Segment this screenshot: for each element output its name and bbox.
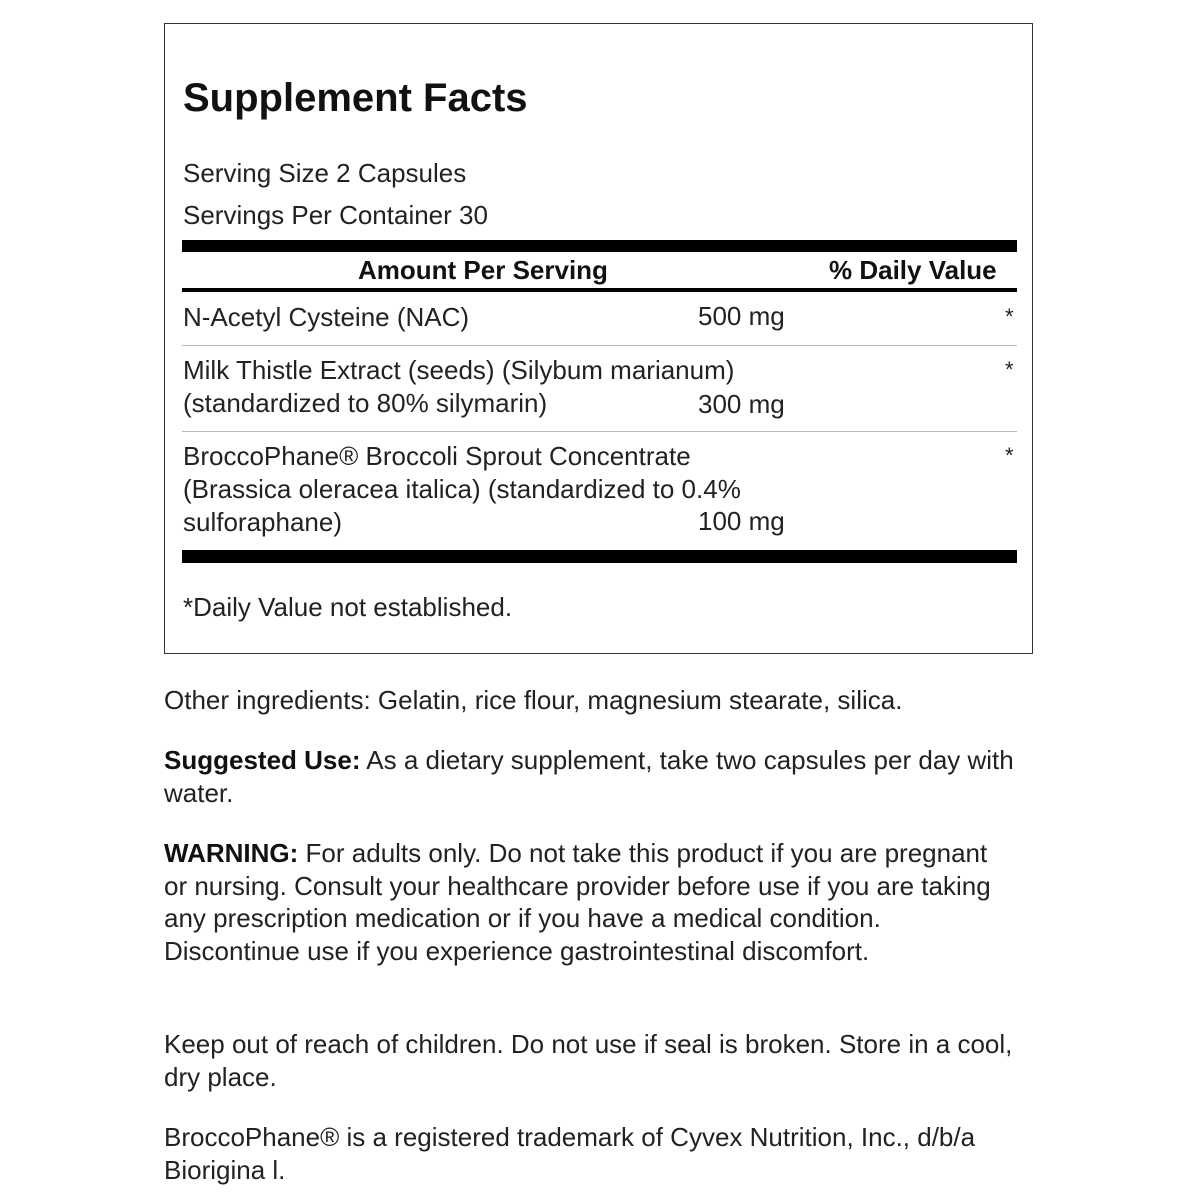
ingredient-name-nac [183,301,469,334]
row-divider [182,345,1017,346]
medium-divider [182,288,1017,292]
ingredient-name-broccophane [183,440,741,539]
ingredient-line: (standardized to 80% silymarin) [183,388,548,418]
warning-text: For adults only. Do not take this product if you are pregnant or nursing. Consult your healthcare provider before use if you are taking any prescription medication or if you have a medical condition. Discontinue use if you experience gastrointestinal discomfort. [164,838,991,966]
servings-per-container: Servings Per Container 30 [183,200,488,230]
trademark-notice: BroccoPhane® is a registered trademark of Cyvex Nutrition, Inc., d/b/a Biorigina l. [164,1122,976,1185]
ingredient-line: N-Acetyl Cysteine (NAC) [183,302,470,332]
ingredient-line: sulforaphane) [183,507,342,537]
suggested-use-label: Suggested Use: [164,745,361,775]
ingredient-line: (Brassica oleracea italica) (standardized to 0.4% [183,474,741,504]
warning [164,837,1004,967]
thick-divider-top [182,240,1017,252]
header-daily-value: % Daily Value [829,255,997,285]
ingredient-amount-broccophane: 100 mg [698,506,785,536]
daily-value-broccophane: * [1005,443,1014,468]
daily-value-milk-thistle: * [1005,357,1014,382]
ingredient-amount-nac: 500 mg [698,301,785,331]
ingredient-line: BroccoPhane® Broccoli Sprout Concentrate [183,441,691,471]
daily-value-footnote: *Daily Value not established. [183,592,513,622]
suggested-use [164,744,1044,809]
warning-label: WARNING: [164,838,299,868]
storage-instructions: Keep out of reach of children. Do not use if seal is broken. Store in a cool, dry place. [164,1029,1013,1092]
serving-size: Serving Size 2 Capsules [183,158,467,188]
facts-title: Supplement Facts [183,76,528,120]
daily-value-nac: * [1005,304,1014,329]
header-amount-per-serving: Amount Per Serving [358,255,608,285]
suggested-use-text: As a dietary supplement, take two capsules per day with water. [164,745,1014,808]
row-divider [182,431,1017,432]
ingredient-line: Milk Thistle Extract (seeds) (Silybum marianum) [183,355,735,385]
other-ingredients: Other ingredients: Gelatin, rice flour, magnesium stearate, silica. [164,685,903,715]
ingredient-name-milk-thistle [183,354,734,420]
ingredient-amount-milk-thistle: 300 mg [698,389,785,419]
thick-divider-bottom [182,550,1017,563]
